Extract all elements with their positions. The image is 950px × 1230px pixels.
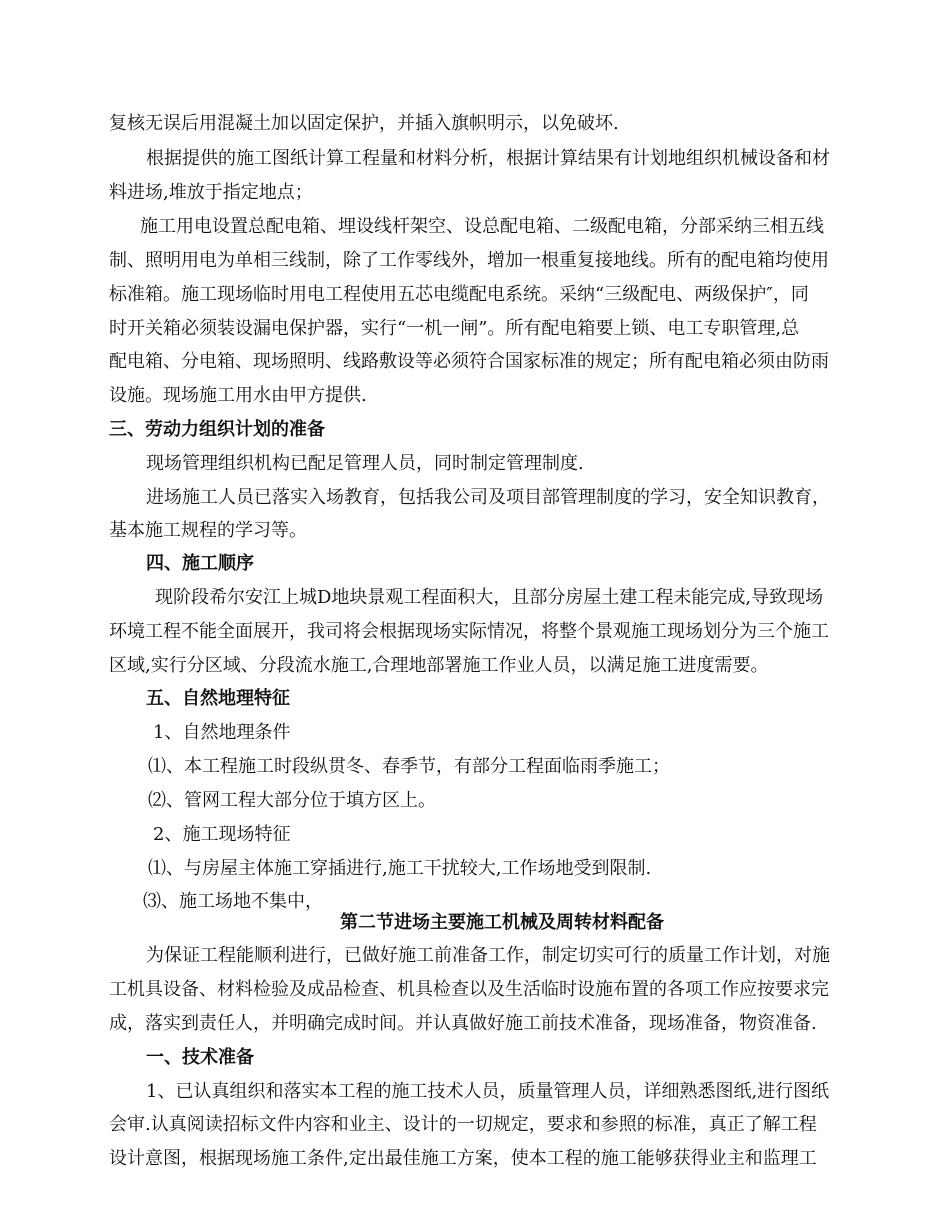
text-line: 时开关箱必须装设漏电保护器，实行“一机一闸”。所有配电箱要上锁、电工专职管理,总 [109,318,800,339]
text-line: 配电箱、分电箱、现场照明、线路敷设等必须符合国家标准的规定；所有配电箱必须由防雨 [109,351,829,372]
text-line: 料进场,堆放于指定地点； [109,182,313,203]
text-line: 进场施工人员已落实入场教育，包括我公司及项目部管理制度的学习，安全知识教育， [146,487,830,508]
text-line: 现阶段希尔安江上城D地块景观工程面积大，且部分房屋土建工程未能完成,导致现场 [155,587,824,608]
text-line: 施工用电设置总配电箱、埋设线杆架空、设总配电箱、二级配电箱，分部采纳三相五线 [140,216,824,237]
text-line: ⑴、本工程施工时段纵贯冬、春季节，有部分工程面临雨季施工； [148,756,670,777]
text-line: 工机具设备、材料检验及成品检查、机具检查以及生活临时设施布置的各项工作应按要求完 [109,979,829,1000]
text-line: ⑵、管网工程大部分位于填方区上。 [148,790,436,811]
text-line: 成，落实到责任人，并明确完成时间。并认真做好施工前技术准备，现场准备，物资准备. [109,1013,817,1034]
text-line: 会审.认真阅读招标文件内容和业主、设计的一切规定，要求和参照的标准，真正了解工程 [109,1114,817,1135]
text-line: 为保证工程能顺利进行，已做好施工前准备工作，制定切实可行的质量工作计划，对施 [146,945,830,966]
section-heading: 五、自然地理特征 [146,688,290,709]
text-line: 根据提供的施工图纸计算工程量和材料分析，根据计算结果有计划地组织机械设备和材 [146,148,830,169]
chapter-heading: 第二节进场主要施工机械及周转材料配备 [340,912,664,933]
text-line: 现场管理组织机构已配足管理人员，同时制定管理制度. [146,453,584,474]
text-line: 设施。现场施工用水由甲方提供. [109,385,367,406]
section-heading: 一、技术准备 [146,1047,254,1068]
section-heading: 四、施工顺序 [146,553,254,574]
text-line: 1、已认真组织和落实本工程的施工技术人员，质量管理人员，详细熟悉图纸,进行图纸 [146,1081,830,1102]
text-line: 基本施工规程的学习等。 [109,520,307,541]
text-line: 标准箱。施工现场临时用电工程使用五芯电缆配电系统。采纳“三级配电、两级保护″，同 [109,284,809,305]
text-line: ⑴、与房屋主体施工穿插进行,施工干扰较大,工作场地受到限制. [148,858,652,879]
section-heading: 三、劳动力组织计划的准备 [109,419,325,440]
text-line: 复核无误后用混凝土加以固定保护，并插入旗帜明示，以免破坏. [109,113,619,134]
text-line: 2、施工现场特征 [153,824,291,845]
text-line: ⑶、施工场地不集中， [143,891,323,912]
text-line: 区域,实行分区域、分段流水施工,合理地部署施工作业人员，以满足施工进度需要。 [109,655,769,676]
text-line: 环境工程不能全面展开，我司将会根据现场实际情况，将整个景观施工现场划分为三个施工 [109,621,829,642]
text-line: 1、自然地理条件 [153,722,291,743]
text-line: 设计意图，根据现场施工条件,定出最佳施工方案，使本工程的施工能够获得业主和监理工 [109,1148,817,1169]
text-line: 制、照明用电为单相三线制，除了工作零线外，增加一根重复接地线。所有的配电箱均使用 [109,250,829,271]
